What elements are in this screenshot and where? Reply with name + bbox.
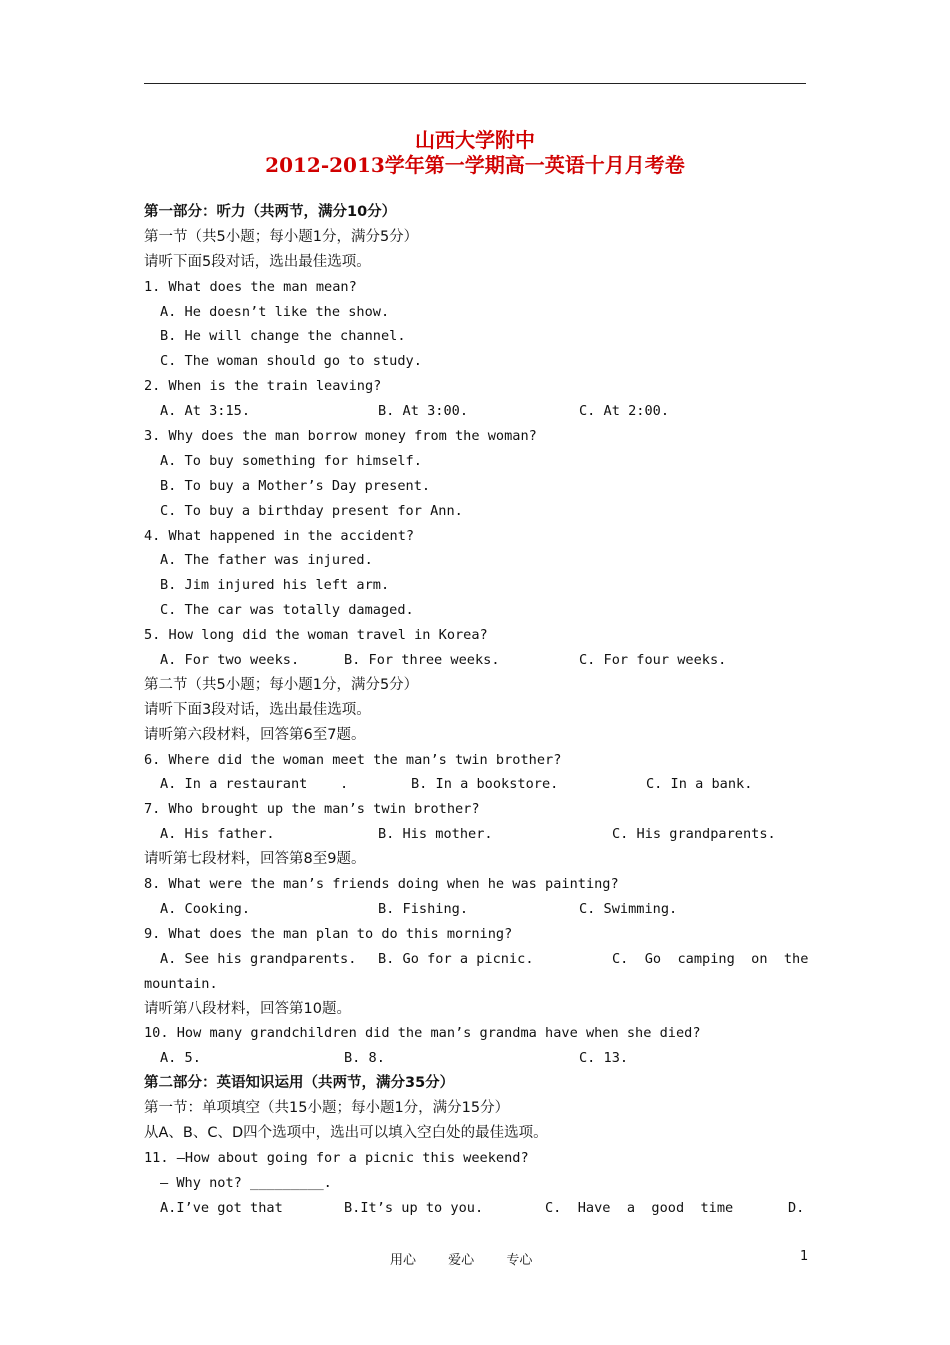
option-a: A. Cooking. bbox=[160, 900, 251, 917]
footer-word: 专心 bbox=[506, 1253, 533, 1268]
option bbox=[144, 300, 814, 325]
option-a: A. His father. bbox=[160, 826, 275, 843]
option-c: C. Swimming. bbox=[579, 900, 678, 917]
question-stem: 6. Where did the woman meet the man’s twin brother? bbox=[144, 751, 562, 768]
option-b: B. He will change the channel. bbox=[160, 328, 406, 345]
option bbox=[144, 548, 814, 573]
option-a: A. 5. bbox=[160, 1050, 201, 1067]
option bbox=[144, 324, 814, 349]
option bbox=[144, 598, 814, 623]
dialog-instructions: 请听第七段材料，回答第8至9题。 bbox=[144, 851, 366, 868]
options-row bbox=[144, 1046, 814, 1071]
option-c: C. Have a good time bbox=[545, 1199, 734, 1216]
part1-heading: 第一部分：听力（共两节，满分10分） bbox=[144, 204, 397, 220]
exam-title: 2012-2013学年第一学期高一英语十月月考卷 bbox=[265, 153, 685, 177]
option-d: D. bbox=[788, 1199, 805, 1216]
dialog-instructions: 请听第八段材料，回答第10题。 bbox=[144, 1000, 351, 1017]
option-b: B. For three weeks. bbox=[344, 652, 500, 669]
school-name: 山西大学附中 bbox=[415, 128, 535, 152]
option-c: C. His grandparents. bbox=[612, 826, 776, 843]
option-b: B. His mother. bbox=[378, 826, 493, 843]
option-c: C. The car was totally damaged. bbox=[160, 602, 414, 619]
option-c: C. Go camping on the bbox=[612, 950, 809, 967]
exam-content bbox=[144, 200, 814, 1221]
option-c: C. For four weeks. bbox=[579, 652, 727, 669]
option-a: A. In a restaurant . bbox=[160, 776, 349, 793]
options-row bbox=[144, 648, 814, 673]
option-c: C. 13. bbox=[579, 1050, 629, 1067]
question-stem: 9. What does the man plan to do this morning? bbox=[144, 925, 513, 942]
options-row bbox=[144, 1196, 814, 1221]
section1-instructions: 请听下面5段对话，选出最佳选项。 bbox=[144, 253, 371, 270]
option-b: B. At 3:00. bbox=[378, 403, 469, 420]
option-a: A. See his grandparents. bbox=[160, 950, 357, 967]
option-a: A. To buy something for himself. bbox=[160, 452, 422, 469]
question-stem: 5. How long did the woman travel in Korea? bbox=[144, 627, 488, 644]
question-stem: 8. What were the man’s friends doing when he was painting? bbox=[144, 876, 619, 893]
option-b: B. In a bookstore. bbox=[411, 776, 559, 793]
footer-word: 用心 bbox=[390, 1253, 417, 1268]
option bbox=[144, 449, 814, 474]
option bbox=[144, 499, 814, 524]
option-a: A.I’ve got that bbox=[160, 1199, 283, 1216]
options-row bbox=[144, 947, 814, 972]
options-row bbox=[144, 399, 814, 424]
option-c: C. At 2:00. bbox=[579, 403, 670, 420]
option-b: B.It’s up to you. bbox=[344, 1199, 484, 1216]
page-number: 1 bbox=[800, 1249, 809, 1264]
option-a: A. The father was injured. bbox=[160, 552, 373, 569]
section-heading: 第一节：单项填空（共15小题；每小题1分，满分15分） bbox=[144, 1100, 510, 1117]
footer-motto bbox=[390, 1249, 560, 1268]
option-b: B. 8. bbox=[344, 1050, 385, 1067]
option-b: B. Jim injured his left arm. bbox=[160, 577, 390, 594]
option-b: B. To buy a Mother’s Day present. bbox=[160, 477, 431, 494]
option bbox=[144, 349, 814, 374]
option-b: B. Fishing. bbox=[378, 900, 469, 917]
option-c: C. To buy a birthday present for Ann. bbox=[160, 502, 463, 519]
reply-text: — Why not? _________. bbox=[160, 1174, 332, 1191]
section1-heading: 第一节（共5小题；每小题1分，满分5分） bbox=[144, 228, 419, 245]
question-stem: 11. —How about going for a picnic this weekend? bbox=[144, 1149, 529, 1166]
option-continuation: mountain. bbox=[144, 975, 218, 992]
question-stem: 1. What does the man mean? bbox=[144, 278, 357, 295]
question-stem: 2. When is the train leaving? bbox=[144, 378, 382, 395]
question-stem: 4. What happened in the accident? bbox=[144, 527, 415, 544]
question-stem: 3. Why does the man borrow money from the woman? bbox=[144, 428, 537, 445]
section2-instructions: 请听下面3段对话，选出最佳选项。 bbox=[144, 701, 371, 718]
option bbox=[144, 573, 814, 598]
header-rule bbox=[144, 83, 806, 84]
dialog-reply bbox=[144, 1171, 814, 1196]
option-a: A. For two weeks. bbox=[160, 652, 300, 669]
options-row bbox=[144, 822, 814, 847]
option-a: A. He doesn’t like the show. bbox=[160, 303, 390, 320]
section2-heading: 第二节（共5小题；每小题1分，满分5分） bbox=[144, 676, 419, 693]
option-c: C. In a bank. bbox=[646, 776, 753, 793]
footer-word: 爱心 bbox=[448, 1253, 475, 1268]
dialog-instructions: 请听第六段材料，回答第6至7题。 bbox=[144, 726, 366, 743]
option-b: B. Go for a picnic. bbox=[378, 950, 534, 967]
option bbox=[144, 474, 814, 499]
question-stem: 10. How many grandchildren did the man’s grandma have when she died? bbox=[144, 1025, 701, 1042]
option-c: C. The woman should go to study. bbox=[160, 353, 422, 370]
options-row bbox=[144, 897, 814, 922]
options-row bbox=[144, 772, 814, 797]
section-instructions: 从A、B、C、D四个选项中，选出可以填入空白处的最佳选项。 bbox=[144, 1124, 548, 1141]
question-stem: 7. Who brought up the man’s twin brother? bbox=[144, 801, 480, 818]
option-a: A. At 3:15. bbox=[160, 403, 251, 420]
part2-heading: 第二部分：英语知识运用（共两节，满分35分） bbox=[144, 1075, 455, 1092]
